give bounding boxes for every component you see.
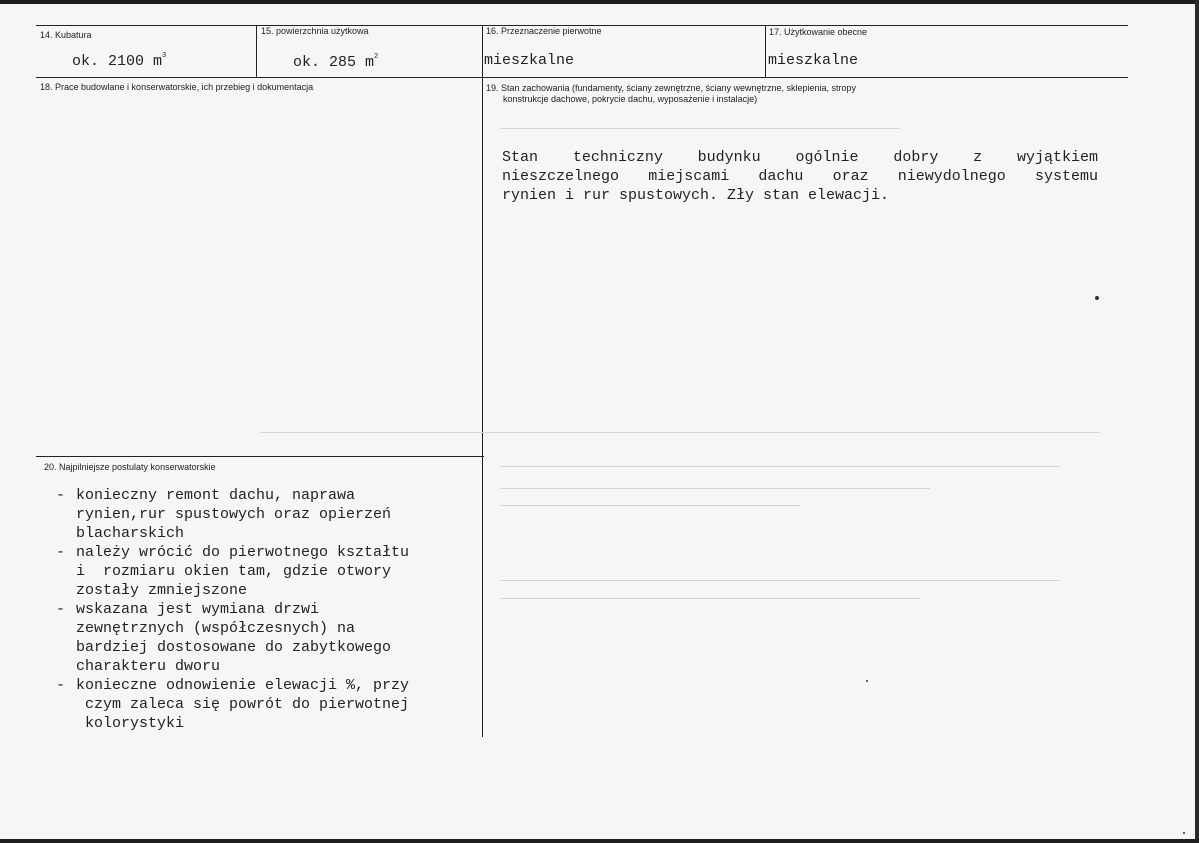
area-unit-exponent: 2 — [374, 53, 379, 61]
field-19-line: nieszczelnego miejscami dachu oraz niewydolnego systemu — [502, 168, 1098, 185]
postulates-list — [56, 486, 472, 733]
postulate-line: konieczny remont dachu, naprawa — [76, 487, 356, 504]
postulate-item — [56, 543, 472, 600]
area-text: ok. 285 m — [293, 54, 375, 71]
field-15-label: 15. powierzchnia użytkowa — [261, 26, 369, 36]
field-19-text — [502, 148, 1098, 205]
scan-edge-top — [0, 0, 1199, 4]
postulate-item — [56, 676, 472, 733]
scan-speck — [866, 680, 868, 682]
bleed-line — [500, 488, 930, 489]
rule-v-16 — [482, 25, 483, 737]
rule-v-15 — [256, 25, 257, 77]
scan-edge-bottom — [0, 839, 1199, 843]
field-14-label: 14. Kubatura — [40, 30, 92, 40]
postulate-dash: - — [56, 544, 66, 561]
postulate-line: należy wrócić do pierwotnego kształtu — [76, 544, 410, 561]
kubatura-text: ok. 2100 m — [72, 53, 163, 70]
bleed-line — [500, 128, 900, 129]
postulate-line: wskazana jest wymiana drzwi — [76, 601, 320, 618]
postulate-line: bardziej dostosowane do zabytkowego — [76, 639, 392, 656]
postulate-dash: - — [56, 601, 66, 618]
field-15-value — [293, 54, 378, 71]
scan-speck — [1183, 832, 1185, 834]
field-16-value: mieszkalne — [484, 52, 575, 69]
postulate-line: charakteru dworu — [76, 658, 221, 675]
scan-speck — [1095, 296, 1099, 300]
postulate-line: konieczne odnowienie elewacji %, przy — [76, 677, 410, 694]
postulate-dash: - — [56, 487, 66, 504]
postulate-line: i rozmiaru okien tam, gdzie otwory — [76, 563, 392, 580]
field-17-label: 17. Użytkowanie obecne — [769, 27, 868, 37]
bleed-line — [500, 505, 800, 506]
field-18-label: 18. Prace budowlane i konserwatorskie, ich przebieg i dokumentacja — [40, 82, 314, 92]
field-19-label-line1: 19. Stan zachowania (fundamenty, ściany zewnętrzne, ściany wewnętrzne, sklepienia, stropy — [486, 83, 857, 93]
postulate-line: blacharskich — [76, 525, 185, 542]
postulate-line: rynien,rur spustowych oraz opierzeń — [76, 506, 392, 523]
postulate-item — [56, 486, 472, 543]
field-20-label: 20. Najpilniejsze postulaty konserwatorskie — [44, 462, 216, 472]
bleed-line — [260, 432, 1100, 433]
scan-edge-right — [1195, 0, 1199, 843]
postulate-line: zostały zmniejszone — [76, 582, 248, 599]
bleed-line — [500, 466, 1060, 467]
field-16-label: 16. Przeznaczenie pierwotne — [486, 26, 602, 36]
field-19-label-line2: konstrukcje dachowe, pokrycie dachu, wyposażenie i instalacje) — [503, 94, 758, 104]
bleed-line — [500, 580, 1060, 581]
postulate-line: czym zaleca się powrót do pierwotnej — [76, 696, 410, 713]
rule-v-17 — [765, 25, 766, 77]
field-19-line: rynien i rur spustowych. Zły stan elewacji. — [502, 187, 890, 204]
field-19-line: Stan techniczny budynku ogólnie dobry z wyjątkiem — [502, 149, 1098, 166]
bleed-line — [500, 598, 920, 599]
field-14-value — [72, 53, 166, 70]
postulate-line: zewnętrznych (współczesnych) na — [76, 620, 356, 637]
postulate-dash: - — [56, 677, 66, 694]
postulate-item — [56, 600, 472, 676]
rule-row1-bottom — [36, 77, 1128, 78]
postulate-line: kolorystyki — [76, 715, 185, 732]
kubatura-unit-exponent: 3 — [162, 52, 167, 60]
rule-section20-top — [36, 456, 484, 457]
field-17-value: mieszkalne — [768, 52, 859, 69]
